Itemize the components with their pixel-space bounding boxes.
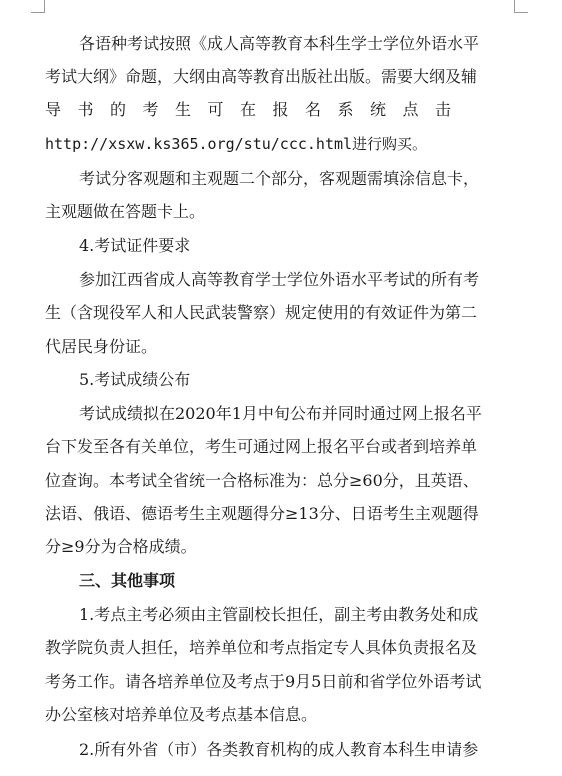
- section-subheading: 5.考试成绩公布: [79, 370, 191, 389]
- page-corner-mark-left: [31, 0, 45, 13]
- url-line: http://xsxw.ks365.org/stu/ccc.html进行购买。: [45, 135, 428, 153]
- page-corner-mark-right: [514, 0, 528, 13]
- paragraph-line: 法语、俄语、德语考生主观题得分≥13分、日语考生主观题得: [45, 504, 479, 523]
- paragraph-line: 台下发至各有关单位，考生可通过网上报名平台或者到培养单: [45, 437, 478, 456]
- paragraph-line: 考试分客观题和主观题二个部分，客观题需填涂信息卡，: [79, 169, 480, 188]
- paragraph-line: 考试成绩拟在2020年1月中旬公布并同时通过网上报名平: [79, 404, 482, 423]
- paragraph-line: 教学院负责人担任，培养单位和考点指定专人具体负责报名及: [45, 638, 478, 657]
- paragraph-line: 分≥9分为合格成绩。: [45, 537, 197, 556]
- paragraph-line: 1.考点主考必须由主管副校长担任，副主考由教务处和成: [79, 605, 479, 624]
- paragraph-line: 导书的考生可在报名系统点击: [45, 100, 468, 119]
- paragraph-line: 考务工作。请各培养单位及考点于9月5日前和省学位外语考试: [45, 672, 482, 691]
- paragraph-line: 位查询。本考试全省统一合格标准为：总分≥60分，且英语、: [45, 471, 479, 490]
- paragraph-line: 办公室核对培养单位及考点基本信息。: [45, 705, 318, 724]
- section-heading: 三、其他事项: [79, 571, 176, 590]
- paragraph-line: 代居民身份证。: [45, 337, 158, 356]
- paragraph-line: 主观题做在答题卡上。: [45, 202, 206, 221]
- paragraph-line: 2.所有外省（市）各类教育机构的成人教育本科生申请参: [79, 740, 479, 759]
- paragraph-line: 各语种考试按照《成人高等教育本科生学士学位外语水平: [79, 34, 480, 53]
- section-subheading: 4.考试证件要求: [79, 236, 191, 255]
- paragraph-line: 考试大纲》命题，大纲由高等教育出版社出版。需要大纲及辅: [45, 67, 478, 86]
- paragraph-line: 生（含现役军人和人民武装警察）规定使用的有效证件为第二: [45, 303, 478, 322]
- paragraph-line: 参加江西省成人高等教育学士学位外语水平考试的所有考: [79, 270, 480, 289]
